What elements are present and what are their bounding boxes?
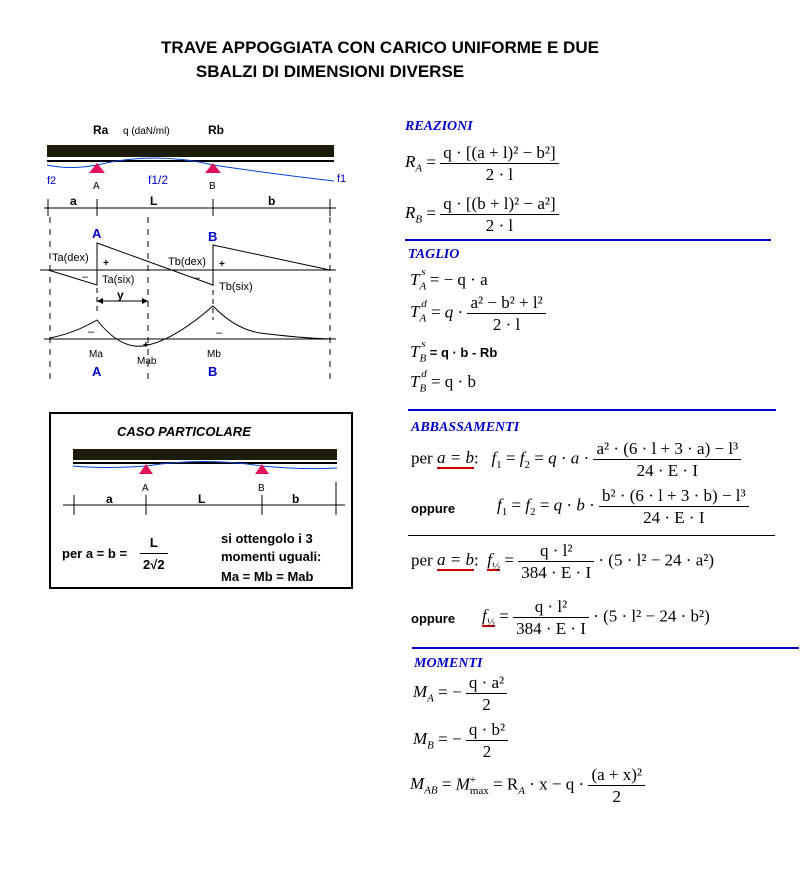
caso-frac-den: 2√2 (143, 557, 165, 572)
mab-tail: · x − q · (529, 774, 585, 794)
heading-abbassamenti: ABBASSAMENTI (411, 420, 520, 435)
caso-a-label: A (142, 483, 149, 494)
load-bar (47, 145, 334, 157)
minus-sign: – (88, 326, 95, 338)
e1-numerator: a² · (6 · l + 3 · a) − l³ (593, 438, 741, 460)
e3-denominator: 384 · E · I (521, 563, 592, 582)
span-b: b (268, 194, 276, 208)
page-title (60, 36, 700, 84)
plus-sign: + (103, 258, 109, 269)
formula-f-half-a: per a = b: $f_{\frac{1}{2}}$ = $\frac{\text{q · l²}}{384 \cdot E \cdot I}$ · (5 · l² − 24 · a²) (411, 541, 714, 582)
tb-dex: Tb(dex) (168, 256, 206, 268)
caso-b-label: B (258, 483, 265, 494)
beam-diagram (0, 115, 400, 385)
e3-tail: · (5 · l² − 24 · a²) (598, 550, 714, 570)
rb-numerator: q · [(b + l)² − a²] (440, 193, 558, 215)
f1-label: f1 (337, 173, 347, 185)
span-l: L (150, 194, 158, 208)
support-a (89, 163, 105, 173)
tb-six: Tb(six) (219, 281, 253, 293)
rb-denominator: 2 · l (485, 216, 514, 235)
minus-sign: – (82, 271, 89, 283)
mab-mid: = R (493, 774, 519, 794)
mb-label: Mb (207, 349, 221, 360)
caso-load-bar (73, 449, 337, 460)
rb-label: Rb (208, 123, 224, 137)
oppure-label: oppure (411, 611, 456, 626)
minus-sign: – (216, 327, 223, 339)
formula-f-half-b: $f_{\frac{1}{2}}$ = $\frac{\text{q · l²}}{384 \cdot E \cdot I}$ · (5 · l² − 24 · b²) (482, 597, 710, 638)
formula-mb: $M_B$ = − $\frac{\text{q · b²}}{2}$ (413, 719, 508, 762)
ma-label: Ma (89, 349, 103, 360)
shear-a-label: A (92, 226, 102, 241)
divider (412, 647, 799, 649)
thin-divider (408, 535, 775, 536)
caso-span-a: a (106, 492, 113, 506)
cond-ab: a = b (436, 550, 474, 570)
bottom-a-label: A (92, 364, 102, 379)
tad-denominator: 2 · l (492, 315, 521, 334)
formula-tbd: $T_B^d = q \cdot b$ (410, 368, 476, 395)
divider (405, 239, 771, 241)
shear-b-label: B (208, 229, 218, 244)
plus-sign: + (143, 340, 149, 351)
formula-ra: $R_A$ = $\frac{\text{q · [(a + l)² − b²]}}{2 \cdot l}$ (405, 142, 559, 185)
caso-fraction (140, 532, 168, 575)
caso-note1: si ottengolo i 3 (221, 531, 313, 546)
e1-denominator: 24 · E · I (636, 461, 698, 480)
divider (408, 409, 776, 411)
caso-title: CASO PARTICOLARE (117, 424, 251, 439)
load-label: q (daN/ml) (123, 126, 170, 137)
title-line2: SBALZI DI DIMENSIONI DIVERSE (195, 62, 465, 81)
caso-frac-num: L (140, 532, 168, 554)
support-b (205, 163, 221, 173)
e4-denominator: 384 · E · I (516, 619, 586, 638)
tbd-value: = q · b (430, 372, 476, 391)
mab-label: Mab (137, 356, 157, 367)
caso-note3: Ma = Mb = Mab (221, 569, 314, 584)
formula-f2: $f_1 = f_2 = q \cdot b$ · $\frac{\text{b² · (6 · l + 3 · b) − l³}}{24 \cdot E \cdot I}$ (497, 485, 749, 528)
title-line1: TRAVE APPOGGIATA CON CARICO UNIFORME E DUE (161, 38, 599, 57)
mab-numerator: (a + x)² (588, 764, 645, 786)
per-label: per (411, 448, 433, 468)
formula-mab: $M_{AB} = M$ + max = $R_A \cdot x - q$ · $\frac{\text{(a + x)²}}{2}$ (410, 764, 645, 807)
formula-ma: $M_A$ = − $\frac{\text{q · a²}}{2}$ (413, 672, 507, 715)
formula-f1: per a = b: $f_1 = f_2 = q \cdot a$ · $\frac{\text{a² · (6 · l + 3 · a) − l³}}{24 \cdot E \cdot I}$ (411, 438, 741, 481)
y-arrow (97, 298, 103, 304)
bottom-b-label: B (208, 364, 218, 379)
ta-dex: Ta(dex) (52, 252, 89, 264)
heading-reazioni: REAZIONI (405, 119, 473, 134)
ra-numerator: q · [(a + l)² − b²] (440, 142, 558, 164)
mb-denominator: 2 (482, 742, 492, 761)
e3-numerator: q · l² (518, 540, 594, 562)
cond-ab: a = b (436, 448, 474, 468)
tbs-value: = q · b - Rb (429, 345, 498, 360)
y-arrow (142, 298, 148, 304)
e2-denominator: 24 · E · I (643, 508, 705, 527)
y-label: y (117, 288, 124, 302)
e2-numerator: b² · (6 · l + 3 · b) − l³ (599, 485, 749, 507)
mab-denominator: 2 (612, 787, 621, 806)
formula-tbs: $T_B^s = q \cdot b - Rb$ (410, 338, 498, 365)
ra-denominator: 2 · l (485, 165, 514, 184)
tas-value: = − q · a (429, 270, 488, 289)
formula-tad: $T_A^d = q$ · $\frac{\text{a² − b² + l²}}{2 \cdot l}$ (410, 292, 546, 335)
caso-note2: momenti uguali: (221, 549, 322, 564)
caso-span-b: b (292, 492, 300, 506)
caso-note (221, 530, 321, 586)
a-support-label: A (93, 181, 100, 192)
heading-taglio: TAGLIO (408, 247, 460, 262)
span-a: a (70, 194, 77, 208)
ma-numerator: q · a² (466, 672, 507, 694)
heading-momenti: MOMENTI (414, 656, 483, 671)
caso-per-label: per a = b = (62, 546, 128, 561)
e4-numerator: q · l² (513, 596, 589, 618)
f2-label: f2 (47, 175, 57, 187)
ra-label: Ra (93, 123, 109, 137)
minus-sign: – (194, 272, 201, 284)
ta-six: Ta(six) (102, 274, 135, 286)
caso-span-l: L (198, 492, 206, 506)
tad-numerator: a² − b² + l² (467, 292, 545, 314)
mb-numerator: q · b² (466, 719, 508, 741)
ma-denominator: 2 (482, 695, 491, 714)
e4-tail: · (5 · l² − 24 · b²) (593, 606, 710, 626)
b-support-label: B (209, 181, 216, 192)
plus-sign: + (219, 259, 225, 270)
formula-tas: $T_A^s$ = − q · a (410, 266, 488, 293)
formula-rb: $R_B$ = $\frac{\text{q · [(b + l)² − a²]}}{2 \cdot l}$ (405, 193, 559, 236)
per-label: per (411, 550, 433, 570)
oppure-label: oppure (411, 501, 456, 516)
fhalf-label: f1/2 (148, 173, 169, 187)
